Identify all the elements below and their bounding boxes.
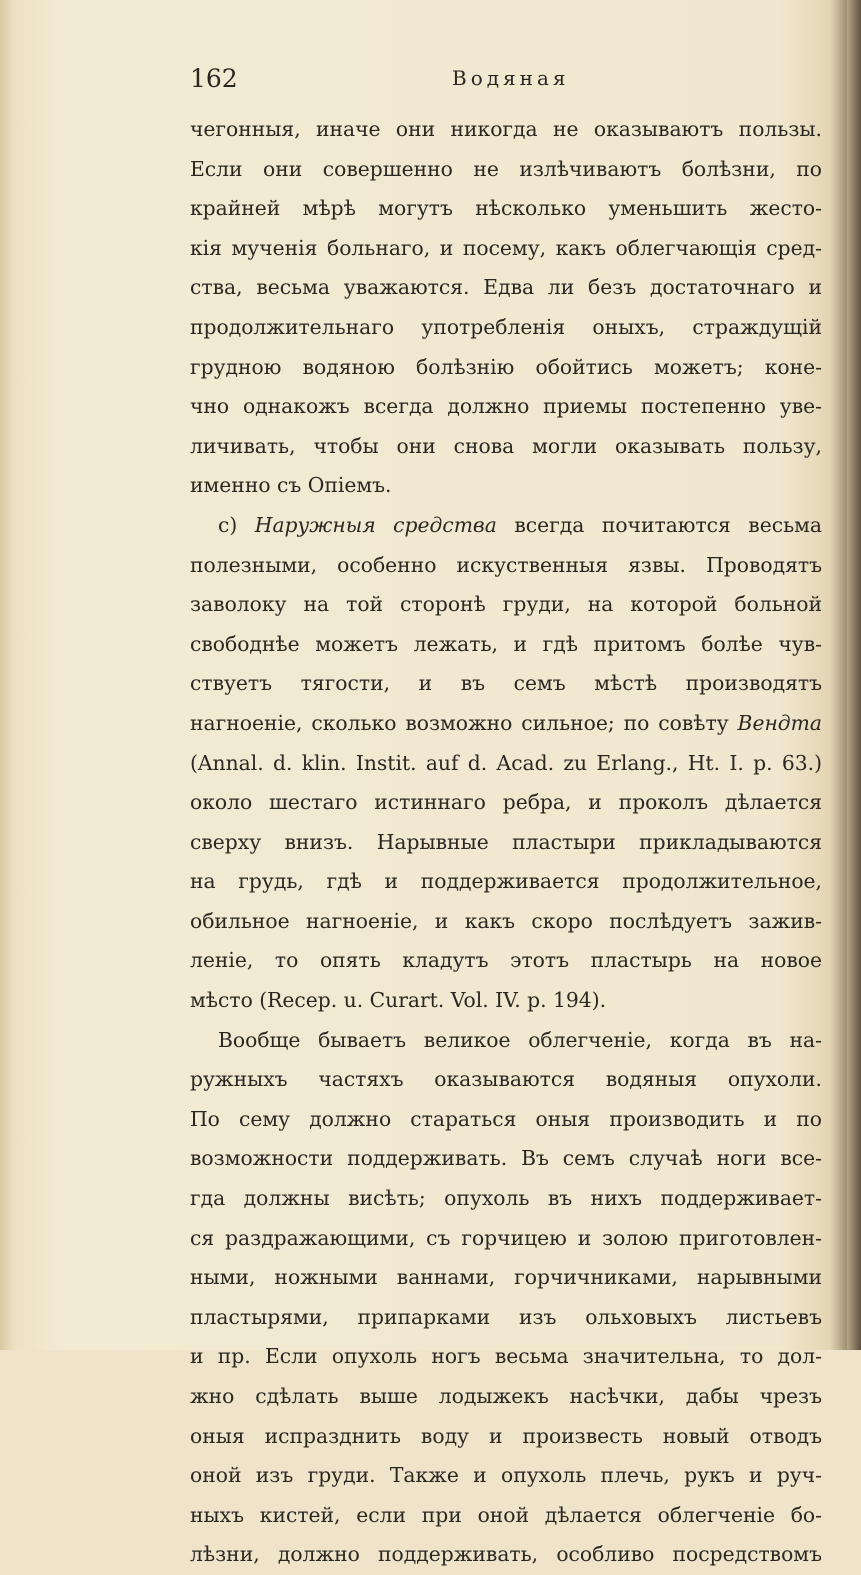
text-line: чегонныя, иначе они никогда не оказываютъ пользы. [190, 117, 822, 141]
body-text [190, 110, 822, 1575]
text-line: оныя испразднить воду и произвесть новый отводъ [190, 1423, 822, 1448]
text-line-paragraph-start: c) Наружныя средства всегда почитаются весьма [218, 512, 822, 537]
text-line: ными, ножными ваннами, горчичниками, нарывными [190, 1265, 822, 1290]
text-line: ства, весьма уважаются. Едва ли безъ достаточнаго и [190, 275, 822, 300]
text-line: гда должны висѣть; опухоль въ нихъ поддерживает- [190, 1186, 822, 1211]
text-line: По сему должно стараться оныя производить и по [190, 1106, 822, 1131]
text-line: Если они совершенно не излѣчиваютъ болѣзни, по [190, 156, 822, 181]
text-line: жно сдѣлать выше лодыжекъ насѣчки, дабы чрезъ [190, 1384, 822, 1408]
page-header [190, 62, 810, 102]
text-line-citation: (Annal. d. klin. Instit. auf d. Acad. zu Erlang., Ht. I. p. 63.) [190, 750, 822, 775]
italic-emphasis: Вендта [737, 710, 822, 735]
text-line: ныхъ кистей, если при оной дѣлается облегченіе бо- [190, 1502, 822, 1527]
text-line: на грудь, гдѣ и поддерживается продолжительное, [190, 869, 822, 894]
running-title: Водяная [452, 66, 570, 90]
text-line: заволоку на той сторонѣ груди, на которой больной [190, 592, 822, 617]
text-line: около шестаго истиннаго ребра, и проколъ дѣлается [190, 790, 822, 815]
text-line: личивать, чтобы они снова могли оказывать пользу, [190, 433, 822, 458]
text-line: кія мученія больнаго, и посему, какъ облегчающія сред- [190, 235, 822, 260]
text-line: обильное нагноеніе, и какъ скоро послѣдуетъ зажив- [190, 908, 822, 933]
book-spine-shadow [847, 0, 861, 1350]
text-line: пластырями, припарками изъ ольховыхъ листьевъ [190, 1304, 822, 1329]
text-line: свободнѣе можетъ лежать, и гдѣ притомъ болѣе чув- [190, 631, 822, 656]
text-line: крайней мѣрѣ могутъ нѣсколько уменьшить жесто- [190, 196, 822, 221]
text-line: возможности поддерживать. Въ семъ случаѣ ноги все- [190, 1146, 822, 1171]
text-line: продолжительнаго употребленія оныхъ, страждущій [190, 314, 822, 339]
text-line: и пр. Если опухоль ногъ весьма значительна, то дол- [190, 1344, 822, 1369]
text-line: ружныхъ частяхъ оказываются водяныя опухоли. [190, 1067, 822, 1092]
text-line: именно съ Опіемъ. [190, 473, 392, 498]
text-line: мѣсто (Recep. u. Curart. Vol. IV. p. 194). [190, 988, 607, 1013]
text-line: чно однакожъ всегда должно приемы постепенно уве- [190, 394, 822, 419]
text-line: грудною водяною болѣзнію обойтись можетъ; коне- [190, 354, 822, 379]
text-line: сверху внизъ. Нарывные пластыри прикладываются [190, 829, 822, 854]
text-line: оной изъ груди. Также и опухоль плечь, рукъ и руч- [190, 1463, 822, 1488]
text-line: нагноеніе, сколько возможно сильное; по совѣту Вендта [190, 710, 822, 735]
text-line: ся раздражающими, съ горчицею и золою приготовлен- [190, 1225, 822, 1250]
text-line: ствуетъ тягости, и въ семъ мѣстѣ производятъ [190, 671, 822, 696]
text-line-paragraph-start: Вообще бываетъ великое облегченіе, когда въ на- [218, 1027, 822, 1052]
page-number: 162 [190, 64, 238, 93]
italic-emphasis: Наружныя средства [254, 512, 497, 537]
text-line: леніе, то опять кладутъ этотъ пластырь на новое [190, 948, 822, 973]
text-line: лѣзни, должно поддерживать, особливо посредствомъ [190, 1542, 822, 1567]
text-line: полезными, особенно искуственныя язвы. Проводятъ [190, 552, 822, 577]
